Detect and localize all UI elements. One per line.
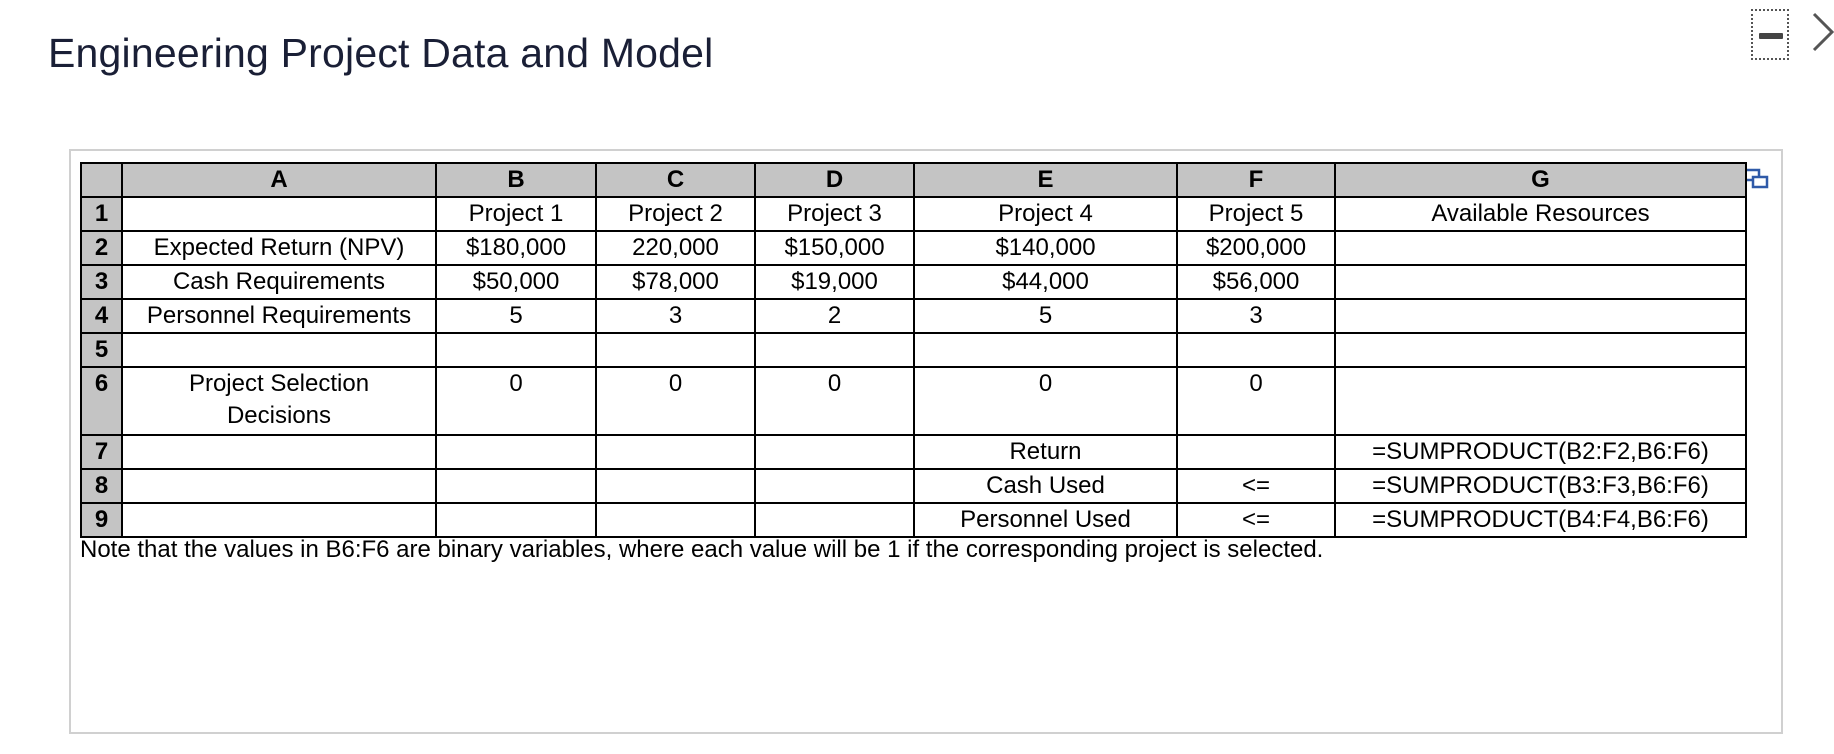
corner-cell [81, 163, 122, 197]
table-row [81, 265, 1746, 299]
cell[interactable] [122, 503, 436, 537]
column-header[interactable]: G [1335, 163, 1746, 197]
cell[interactable]: 0 [755, 367, 914, 435]
row-header[interactable]: 6 [81, 367, 122, 435]
table-row [81, 197, 1746, 231]
cell[interactable]: 3 [596, 299, 755, 333]
cell[interactable] [596, 435, 755, 469]
cell[interactable] [122, 435, 436, 469]
column-header[interactable]: E [914, 163, 1177, 197]
table-row [81, 333, 1746, 367]
cell-text: Project Selection Decisions [188, 370, 370, 429]
close-button[interactable] [1810, 0, 1834, 60]
cell[interactable]: $44,000 [914, 265, 1177, 299]
cell[interactable] [436, 469, 596, 503]
cell[interactable]: 0 [436, 367, 596, 435]
cell[interactable] [436, 333, 596, 367]
cell[interactable]: $50,000 [436, 265, 596, 299]
cell[interactable]: $19,000 [755, 265, 914, 299]
cell[interactable]: 0 [596, 367, 755, 435]
row-header[interactable]: 7 [81, 435, 122, 469]
table-row [81, 299, 1746, 333]
table-row [81, 435, 1746, 469]
cell[interactable]: 0 [914, 367, 1177, 435]
row-header[interactable]: 9 [81, 503, 122, 537]
cell[interactable]: =SUMPRODUCT(B2:F2,B6:F6) [1335, 435, 1746, 469]
cell[interactable]: Cash Used [914, 469, 1177, 503]
cell[interactable] [596, 503, 755, 537]
cell[interactable] [1177, 333, 1335, 367]
cell[interactable]: <= [1177, 503, 1335, 537]
page-title: Engineering Project Data and Model [48, 30, 714, 76]
column-header-row [81, 163, 1746, 197]
cell[interactable]: Project 2 [596, 197, 755, 231]
cell[interactable]: Personnel Used [914, 503, 1177, 537]
cell[interactable]: Project 1 [436, 197, 596, 231]
cell[interactable] [122, 197, 436, 231]
cell[interactable] [1335, 299, 1746, 333]
cell[interactable]: 5 [914, 299, 1177, 333]
minimize-icon [1759, 33, 1783, 39]
cell[interactable] [1335, 265, 1746, 299]
row-header[interactable]: 2 [81, 231, 122, 265]
table-row [81, 367, 1746, 435]
row-header[interactable]: 1 [81, 197, 122, 231]
cell[interactable]: 3 [1177, 299, 1335, 333]
row-header[interactable]: 3 [81, 265, 122, 299]
column-header[interactable]: A [122, 163, 436, 197]
table-row [81, 231, 1746, 265]
cell[interactable]: Project 3 [755, 197, 914, 231]
cell[interactable] [122, 333, 436, 367]
spreadsheet-table [80, 162, 1747, 538]
cell[interactable]: 2 [755, 299, 914, 333]
cell[interactable]: Available Resources [1335, 197, 1746, 231]
cell[interactable]: $180,000 [436, 231, 596, 265]
cell[interactable]: Project 4 [914, 197, 1177, 231]
cell[interactable]: $140,000 [914, 231, 1177, 265]
table-row [81, 469, 1746, 503]
cell[interactable]: Personnel Requirements [122, 299, 436, 333]
column-header[interactable]: F [1177, 163, 1335, 197]
cell[interactable]: $150,000 [755, 231, 914, 265]
cell[interactable] [1335, 367, 1746, 435]
cell[interactable]: $200,000 [1177, 231, 1335, 265]
cell[interactable] [596, 469, 755, 503]
minimize-button[interactable] [1751, 9, 1789, 60]
cell[interactable] [596, 333, 755, 367]
cell[interactable] [755, 469, 914, 503]
cell[interactable] [436, 435, 596, 469]
cell[interactable]: =SUMPRODUCT(B3:F3,B6:F6) [1335, 469, 1746, 503]
cell[interactable]: 5 [436, 299, 596, 333]
cell[interactable]: 0 [1177, 367, 1335, 435]
row-header[interactable]: 4 [81, 299, 122, 333]
cell[interactable]: =SUMPRODUCT(B4:F4,B6:F6) [1335, 503, 1746, 537]
cell[interactable] [755, 503, 914, 537]
column-header[interactable]: D [755, 163, 914, 197]
cell[interactable] [122, 367, 436, 435]
row-header[interactable]: 5 [81, 333, 122, 367]
column-header[interactable]: C [596, 163, 755, 197]
footnote: Note that the values in B6:F6 are binary variables, where each value will be 1 if the corresponding project is selected. [80, 536, 1324, 563]
cell[interactable] [122, 469, 436, 503]
cell[interactable] [1335, 231, 1746, 265]
cell[interactable]: $56,000 [1177, 265, 1335, 299]
table-row [81, 503, 1746, 537]
cell[interactable] [436, 503, 596, 537]
cell[interactable]: 220,000 [596, 231, 755, 265]
row-header[interactable]: 8 [81, 469, 122, 503]
column-header[interactable]: B [436, 163, 596, 197]
cell[interactable] [755, 333, 914, 367]
cell[interactable]: Expected Return (NPV) [122, 231, 436, 265]
cell[interactable]: $78,000 [596, 265, 755, 299]
cell[interactable] [914, 333, 1177, 367]
cell[interactable]: <= [1177, 469, 1335, 503]
cell[interactable]: Return [914, 435, 1177, 469]
chevron-right-icon [1810, 0, 1834, 60]
cell[interactable] [1335, 333, 1746, 367]
cell[interactable] [755, 435, 914, 469]
cell[interactable] [1177, 435, 1335, 469]
cell[interactable]: Cash Requirements [122, 265, 436, 299]
cell[interactable]: Project 5 [1177, 197, 1335, 231]
